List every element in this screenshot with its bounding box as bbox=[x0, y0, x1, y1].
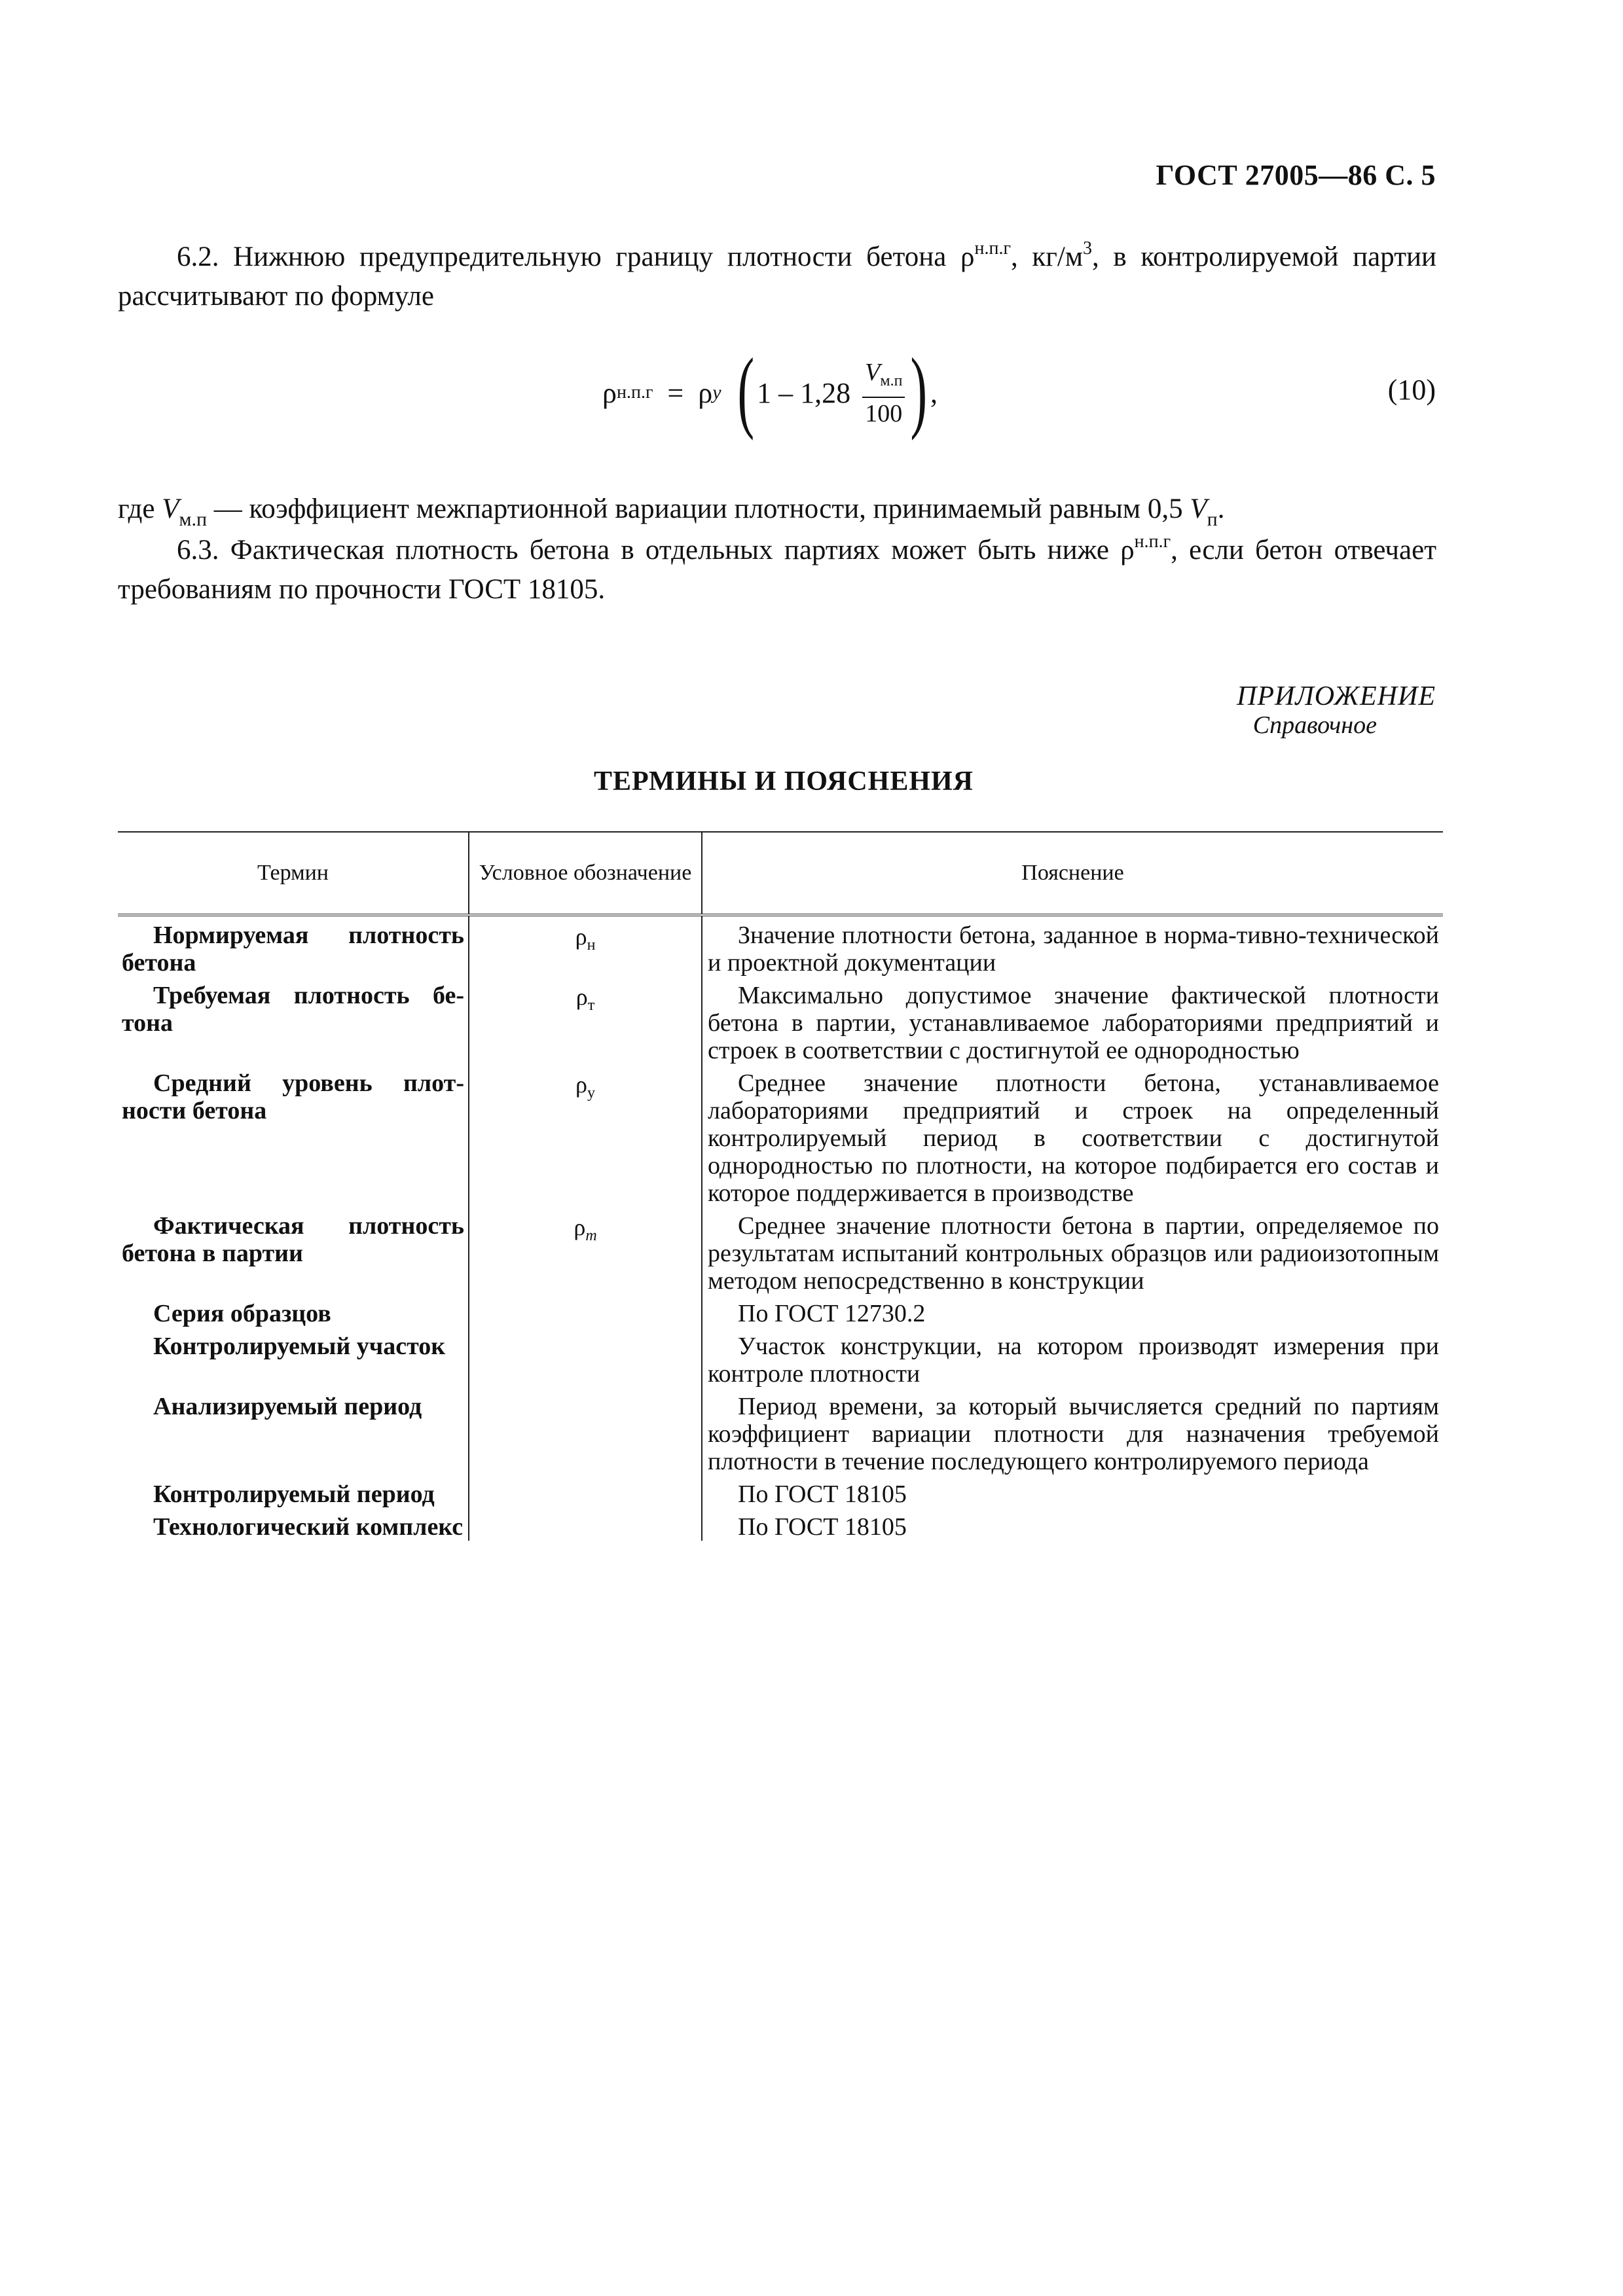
table-header-row bbox=[118, 832, 1443, 915]
term-cell bbox=[118, 1295, 469, 1327]
term-text: Нормируемая плотность бетона bbox=[122, 922, 464, 977]
fraction-v-sub: м.п bbox=[880, 372, 903, 389]
where-prefix: где bbox=[118, 493, 155, 524]
explanation-text: Период времени, за который вычисляется средний по партиям коэффициент вариации плотности для назначения требуемой плотности в течение последующего контролируемого периода bbox=[708, 1393, 1439, 1475]
terms-table-wrap bbox=[118, 831, 1443, 1541]
symbol-cell bbox=[469, 1064, 702, 1207]
formula-number: (10) bbox=[1387, 374, 1436, 406]
term-cell bbox=[118, 1475, 469, 1508]
formula-10 bbox=[602, 340, 938, 441]
symbol-rho: ρ bbox=[575, 924, 587, 950]
table-row bbox=[118, 1508, 1443, 1541]
symbol-rho: ρ bbox=[575, 1071, 587, 1098]
symbol-sub: m bbox=[585, 1227, 597, 1244]
table-row bbox=[118, 977, 1443, 1064]
symbol-cell bbox=[469, 915, 702, 977]
fraction-denominator: 100 bbox=[865, 399, 903, 427]
table-row bbox=[118, 1207, 1443, 1295]
para-6-3-text: 6.3. Фактическая плотность бетона в отдельных партиях может быть ниже ρ bbox=[177, 535, 1135, 565]
table-row bbox=[118, 1064, 1443, 1207]
where-text: — коэффициент межпартионной вариации плотности, принимаемый равным 0,5 bbox=[207, 493, 1190, 524]
explanation-text: Среднее значение плотности бетона, устанавливаемое лабораториями предприятий и строек на определенный контролируемый период в соответствии с достигнутой однородностью по плотности, на которое подбирается его состав и которое поддерживается в производстве bbox=[708, 1069, 1439, 1207]
term-cell bbox=[118, 915, 469, 977]
page-header: ГОСТ 27005—86 С. 5 bbox=[1156, 159, 1436, 191]
term-cell bbox=[118, 1388, 469, 1475]
explanation-cell bbox=[702, 915, 1443, 977]
term-cell bbox=[118, 1508, 469, 1541]
terms-table bbox=[118, 831, 1443, 1541]
term-text: Технологический комплекс bbox=[153, 1513, 464, 1541]
table-row bbox=[118, 1327, 1443, 1388]
para-6-3-sup: н.п.г bbox=[1134, 531, 1171, 552]
formula-close-paren: ) bbox=[910, 340, 928, 441]
header-term: Термин bbox=[118, 832, 469, 915]
where-v2-sub: п bbox=[1207, 509, 1218, 530]
para-6-2-unit-exp: 3 bbox=[1083, 238, 1093, 259]
term-cell bbox=[118, 1207, 469, 1295]
table-row bbox=[118, 1475, 1443, 1508]
header-symbol: Условное обозначение bbox=[469, 832, 702, 915]
term-text: Серия образцов bbox=[153, 1300, 331, 1327]
formula-comma: , bbox=[930, 376, 938, 409]
explanation-text: Значение плотности бетона, заданное в норма-тивно-технической и проектной документации bbox=[708, 922, 1439, 977]
formula-rho: ρ bbox=[698, 376, 713, 409]
where-v-sub: м.п bbox=[179, 509, 208, 530]
formula-equals: = bbox=[667, 376, 684, 409]
para-6-2-unit: , кг/м bbox=[1010, 242, 1084, 272]
explanation-cell bbox=[702, 1295, 1443, 1327]
table-row bbox=[118, 1388, 1443, 1475]
fraction-v: V bbox=[865, 358, 881, 386]
where-end: . bbox=[1217, 493, 1225, 524]
explanation-cell bbox=[702, 1388, 1443, 1475]
symbol-cell bbox=[469, 1207, 702, 1295]
appendix-subtitle: Справочное bbox=[1252, 711, 1377, 739]
term-text: Анализируемый период bbox=[153, 1393, 422, 1420]
explanation-text: Среднее значение плотности бетона в партии, определяемое по результатам испытаний контрольных образцов или радиоизотопным методом непосредственно в конструкции bbox=[708, 1212, 1439, 1295]
term-cell bbox=[118, 1327, 469, 1388]
table-row bbox=[118, 1295, 1443, 1327]
header-explanation: Пояснение bbox=[702, 832, 1443, 915]
symbol-cell bbox=[469, 977, 702, 1064]
explanation-text: Участок конструкции, на котором производят измерения при контроле плотности bbox=[708, 1333, 1439, 1388]
paragraph-6-3 bbox=[118, 522, 1436, 609]
symbol-sub: н bbox=[587, 937, 596, 954]
term-text: Контролируемый период bbox=[153, 1480, 435, 1508]
explanation-cell bbox=[702, 1475, 1443, 1508]
term-text: Фактическая плотность бетона в партии bbox=[122, 1212, 464, 1267]
explanation-text: Максимально допустимое значение фактической плотности бетона в партии, устанавливаемое лабораториями предприятий и строек в соответствии с достигнутой ее однородностью bbox=[708, 982, 1439, 1064]
term-cell bbox=[118, 977, 469, 1064]
symbol-sub: у bbox=[587, 1085, 595, 1102]
symbol-sub: т bbox=[587, 997, 595, 1014]
explanation-cell bbox=[702, 1327, 1443, 1388]
formula-lhs-rho: ρ bbox=[602, 376, 617, 409]
explanation-text: По ГОСТ 18105 bbox=[738, 1513, 907, 1541]
symbol-cell bbox=[469, 1508, 702, 1541]
explanation-cell bbox=[702, 977, 1443, 1064]
where-v2: V bbox=[1190, 493, 1207, 524]
formula-one-minus: 1 – 1,28 bbox=[757, 376, 851, 409]
explanation-cell bbox=[702, 1207, 1443, 1295]
term-cell bbox=[118, 1064, 469, 1207]
symbol-rho: ρ bbox=[574, 1214, 586, 1240]
table-row bbox=[118, 915, 1443, 977]
para-6-2-text: 6.2. Нижнюю предупредительную границу плотности бетона ρ bbox=[177, 242, 975, 272]
explanation-text: По ГОСТ 12730.2 bbox=[738, 1300, 926, 1327]
explanation-cell bbox=[702, 1508, 1443, 1541]
term-text: Требуемая плотность бе-тона bbox=[122, 982, 464, 1037]
term-text: Средний уровень плот-ности бетона bbox=[122, 1069, 464, 1124]
explanation-cell bbox=[702, 1064, 1443, 1207]
formula-lhs-sup: н.п.г bbox=[616, 382, 653, 403]
appendix-title: ПРИЛОЖЕНИЕ bbox=[1237, 681, 1436, 711]
symbol-cell bbox=[469, 1295, 702, 1327]
where-v: V bbox=[162, 493, 179, 524]
paragraph-6-2 bbox=[118, 229, 1436, 316]
symbol-cell bbox=[469, 1327, 702, 1388]
term-text: Контролируемый участок bbox=[153, 1333, 446, 1360]
symbol-cell bbox=[469, 1388, 702, 1475]
para-6-2-sup: н.п.г bbox=[974, 238, 1011, 259]
explanation-text: По ГОСТ 18105 bbox=[738, 1480, 907, 1508]
para-6-3-end: , если бетон отвечает требованиям по прочности ГОСТ 18105. bbox=[118, 535, 1436, 605]
section-title: ТЕРМИНЫ И ПОЯСНЕНИЯ bbox=[593, 766, 974, 797]
formula-rho-sub: у bbox=[712, 382, 721, 403]
symbol-rho: ρ bbox=[575, 984, 588, 1010]
fraction-numerator bbox=[862, 358, 905, 398]
para-6-2-end: , в контролируемой партии рассчитывают по формуле bbox=[118, 242, 1437, 312]
formula-open-paren: ( bbox=[737, 340, 754, 441]
formula-fraction bbox=[862, 358, 905, 428]
symbol-cell bbox=[469, 1475, 702, 1508]
